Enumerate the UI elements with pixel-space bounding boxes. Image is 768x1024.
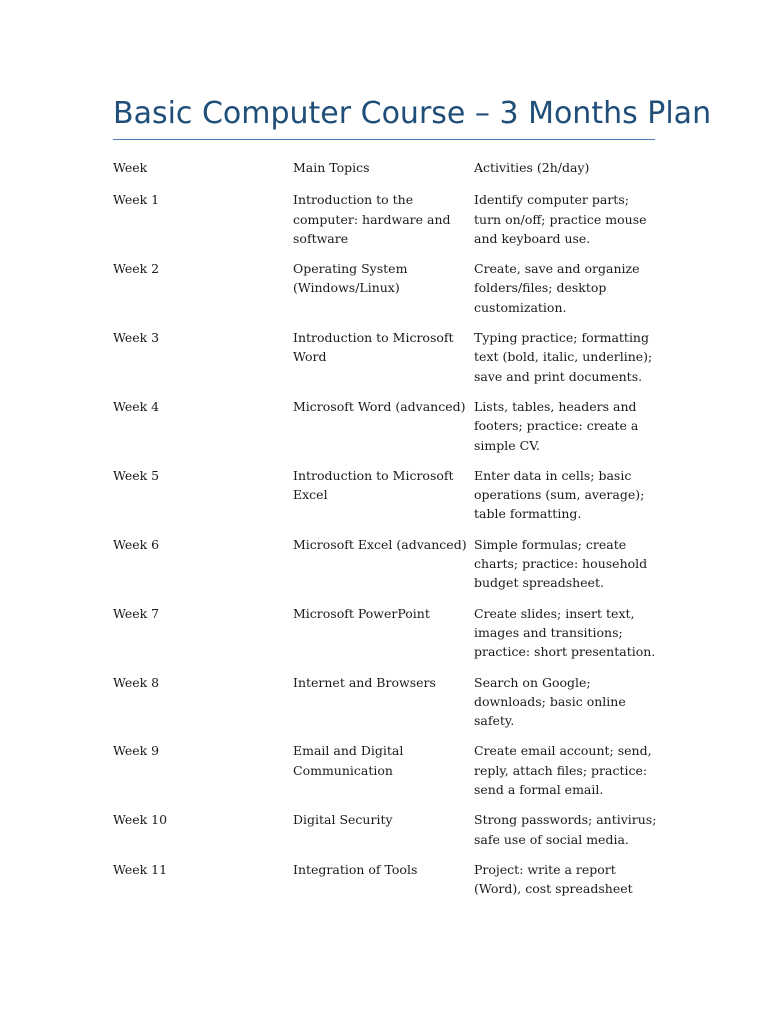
topic-cell: Email and Digital Communication	[293, 743, 404, 778]
week-cell: Week 11	[113, 861, 168, 877]
topic-cell: Introduction to Microsoft Excel	[293, 467, 454, 503]
week-cell: Week 7	[113, 605, 160, 621]
topic-cell: Operating System (Windows/Linux)	[293, 261, 408, 296]
topic-cell: Digital Security	[293, 812, 393, 828]
table-row	[113, 259, 658, 328]
topic-cell: Internet and Browsers	[293, 674, 436, 690]
week-cell: Week 4	[113, 398, 160, 414]
table-row	[113, 190, 658, 259]
activity-cell: Strong passwords; antivirus; safe use of social media.	[474, 812, 657, 847]
week-cell: Week 3	[113, 330, 160, 346]
week-cell: Week 8	[113, 674, 160, 690]
activity-cell: Lists, tables, headers and footers; practice: create a simple CV.	[474, 398, 639, 453]
activity-cell: Simple formulas; create charts; practice: household budget spreadsheet.	[474, 536, 648, 591]
topic-cell: Microsoft Excel (advanced)	[293, 536, 467, 552]
topic-cell: Integration of Tools	[293, 861, 418, 877]
topic-cell: Introduction to Microsoft Word	[293, 330, 454, 365]
table-row	[113, 673, 658, 742]
table-row	[113, 328, 658, 397]
topic-cell: Microsoft Word (advanced)	[293, 398, 466, 414]
week-cell: Week 10	[113, 812, 168, 828]
table-row	[113, 535, 658, 604]
activity-cell: Enter data in cells; basic operations (sum, average); table formatting.	[474, 467, 645, 522]
table-row	[113, 741, 658, 810]
topic-cell: Introduction to the computer: hardware and software	[293, 192, 451, 246]
page-title: Basic Computer Course – 3 Months Plan	[113, 96, 712, 131]
week-cell: Week 6	[113, 536, 160, 552]
title-underline	[113, 139, 655, 140]
table-row	[113, 466, 658, 535]
header-week: Week	[113, 160, 148, 175]
week-cell: Week 5	[113, 467, 160, 483]
table-row	[113, 860, 658, 910]
table-row	[113, 810, 658, 860]
week-cell: Week 9	[113, 743, 160, 759]
course-plan-table	[113, 158, 658, 910]
activity-cell: Create slides; insert text, images and transitions; practice: short presentation.	[474, 605, 656, 660]
activity-cell: Identify computer parts; turn on/off; practice mouse and keyboard use.	[474, 192, 647, 246]
table-row	[113, 397, 658, 466]
table-header-row	[113, 158, 658, 190]
activity-cell: Project: write a report (Word), cost spreadsheet	[474, 861, 633, 897]
header-activities: Activities (2h/day)	[474, 160, 590, 175]
table-row	[113, 604, 658, 673]
week-cell: Week 1	[113, 192, 160, 208]
topic-cell: Microsoft PowerPoint	[293, 605, 430, 621]
activity-cell: Typing practice; formatting text (bold, italic, underline); save and print documents.	[474, 330, 653, 384]
header-main-topics: Main Topics	[293, 160, 370, 175]
activity-cell: Create email account; send, reply, attach files; practice: send a formal email.	[474, 743, 652, 798]
week-cell: Week 2	[113, 261, 160, 277]
course-plan-body	[113, 158, 658, 910]
activity-cell: Create, save and organize folders/files; desktop customization.	[474, 261, 640, 315]
activity-cell: Search on Google; downloads; basic online safety.	[474, 674, 626, 729]
